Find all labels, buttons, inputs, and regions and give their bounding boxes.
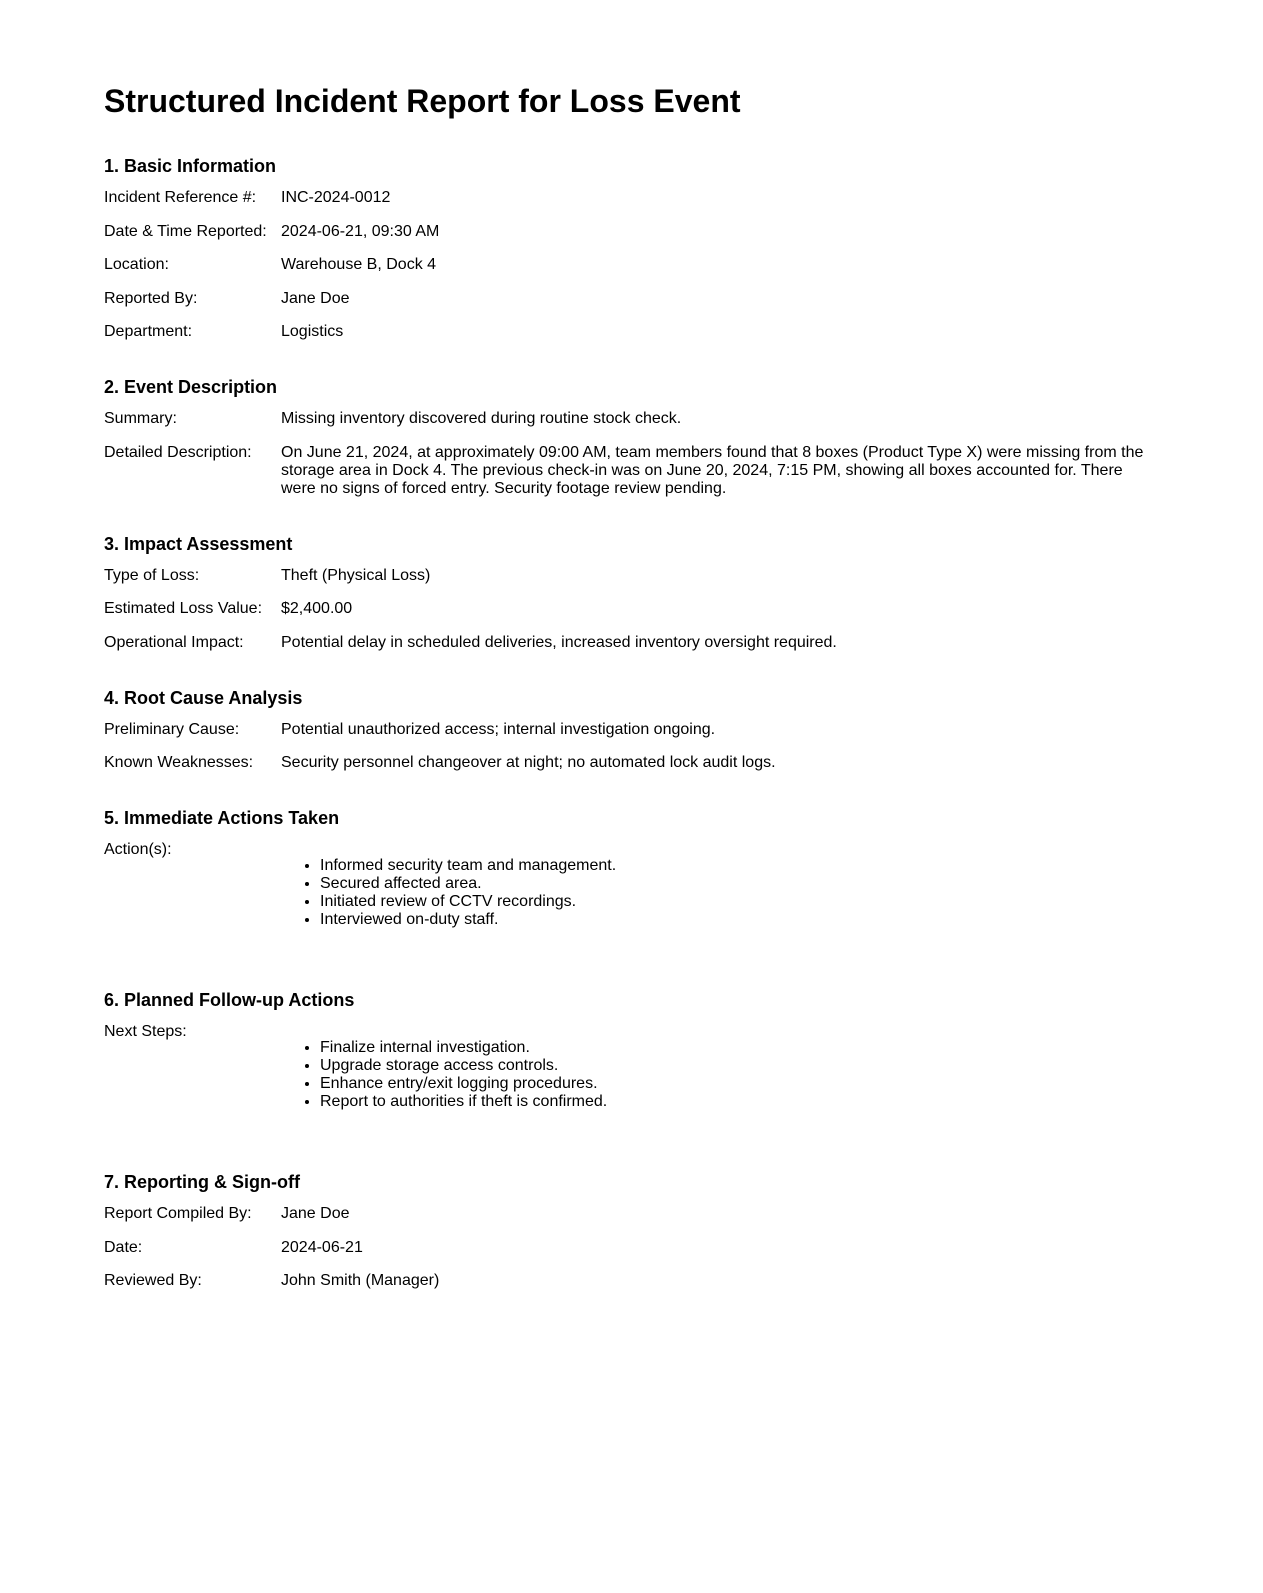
field-label: Location: <box>104 256 169 273</box>
next-steps-list <box>281 1039 1144 1111</box>
field-value: Missing inventory discovered during routine stock check. <box>281 410 682 427</box>
field-row-known-weaknesses <box>104 754 1144 772</box>
section-heading: 7. Reporting & Sign-off <box>104 1172 300 1192</box>
field-label: Estimated Loss Value: <box>104 600 263 617</box>
field-label: Preliminary Cause: <box>104 720 240 738</box>
field-value: Potential unauthorized access; internal investigation ongoing. <box>281 720 716 738</box>
section-heading: 2. Event Description <box>104 377 278 397</box>
field-row-operational-impact <box>104 634 1144 652</box>
section-root-cause-analysis <box>104 686 1144 773</box>
field-row-summary <box>104 410 1144 428</box>
field-label: Department: <box>104 323 193 340</box>
field-label: Action(s): <box>104 841 172 858</box>
field-value: Theft (Physical Loss) <box>281 566 431 584</box>
field-value: Potential delay in scheduled deliveries, increased inventory oversight required. <box>281 633 837 651</box>
field-value: Jane Doe <box>281 289 350 307</box>
field-value: Warehouse B, Dock 4 <box>281 256 437 273</box>
section-event-description <box>104 375 1144 498</box>
field-row-incident-reference <box>104 189 1144 207</box>
field-value: 2024-06-21 <box>281 1238 363 1256</box>
field-label: Operational Impact: <box>104 633 244 651</box>
field-row-preliminary-cause <box>104 721 1144 739</box>
field-label: Detailed Description: <box>104 443 252 461</box>
field-row-next-steps <box>104 1023 1144 1111</box>
section-heading: 3. Impact Assessment <box>104 533 293 554</box>
field-label: Summary: <box>104 410 177 427</box>
field-row-report-compiled-by <box>104 1205 1144 1223</box>
section-heading: 5. Immediate Actions Taken <box>104 808 340 828</box>
list-item: • Initiated review of CCTV recordings. <box>320 893 1144 911</box>
field-row-actions <box>104 841 1144 929</box>
field-value: Security personnel changeover at night; no automated lock audit logs. <box>281 754 776 771</box>
field-value: John Smith (Manager) <box>281 1272 440 1289</box>
section-heading: 1. Basic Information <box>104 156 277 176</box>
section-immediate-actions <box>104 806 1144 954</box>
section-impact-assessment <box>104 532 1144 652</box>
field-value <box>281 1023 1144 1111</box>
field-row-estimated-loss-value <box>104 600 1144 618</box>
field-row-type-of-loss <box>104 567 1144 585</box>
field-row-department <box>104 323 1144 341</box>
list-item: • Upgrade storage access controls. <box>320 1057 1144 1075</box>
actions-list <box>281 857 1144 929</box>
field-row-sign-off-date <box>104 1239 1144 1257</box>
field-value: $2,400.00 <box>281 600 353 617</box>
field-value: Jane Doe <box>281 1205 350 1222</box>
field-label: Next Steps: <box>104 1023 187 1040</box>
field-label: Known Weaknesses: <box>104 754 254 771</box>
page-title: Structured Incident Report for Loss Event <box>104 83 741 119</box>
field-label: Date: <box>104 1238 143 1256</box>
field-label: Report Compiled By: <box>104 1205 252 1222</box>
incident-report <box>104 78 1144 1290</box>
list-item: • Finalize internal investigation. <box>320 1039 1144 1057</box>
section-basic-information <box>104 154 1144 341</box>
section-reporting-sign-off <box>104 1170 1144 1290</box>
field-row-detailed-description <box>104 444 1144 498</box>
field-label: Date & Time Reported: <box>104 222 267 240</box>
field-value: INC-2024-0012 <box>281 189 391 206</box>
field-row-date-time-reported <box>104 223 1144 241</box>
list-item: • Secured affected area. <box>320 875 1144 893</box>
field-value: 2024-06-21, 09:30 AM <box>281 222 440 240</box>
field-label: Reported By: <box>104 289 198 307</box>
list-item: • Informed security team and management. <box>320 857 1144 875</box>
section-heading: 6. Planned Follow-up Actions <box>104 990 355 1010</box>
field-value: Logistics <box>281 323 344 340</box>
list-item: • Enhance entry/exit logging procedures. <box>320 1075 1144 1093</box>
list-item: • Report to authorities if theft is confirmed. <box>320 1093 1144 1111</box>
field-row-reported-by <box>104 290 1144 308</box>
section-planned-follow-up <box>104 988 1144 1136</box>
field-row-location <box>104 256 1144 274</box>
field-value: On June 21, 2024, at approximately 09:00 AM, team members found that 8 boxes (Product Type X) were missing from the storage area in Dock 4. The previous check-in was on June 20, 2024, 7:15 PM, showing all boxes accounted for. There were no signs of forced entry. Security footage review pending. <box>281 443 1144 497</box>
section-heading: 4. Root Cause Analysis <box>104 687 303 708</box>
field-value <box>281 841 1144 929</box>
list-item: • Interviewed on-duty staff. <box>320 911 1144 929</box>
field-row-reviewed-by <box>104 1272 1144 1290</box>
field-label: Incident Reference #: <box>104 189 257 206</box>
field-label: Reviewed By: <box>104 1272 202 1289</box>
field-label: Type of Loss: <box>104 566 200 584</box>
